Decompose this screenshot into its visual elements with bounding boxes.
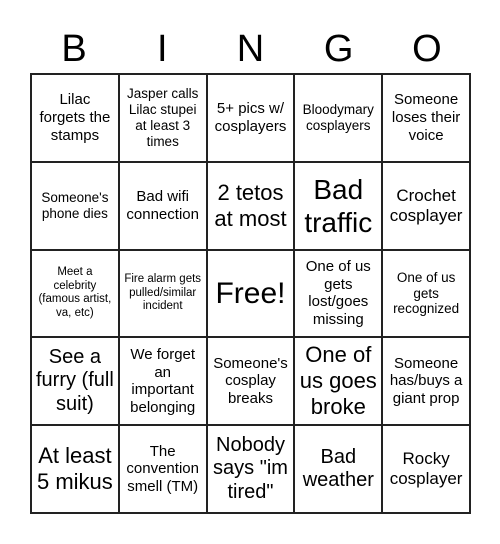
bingo-cell[interactable]: [207, 74, 295, 162]
cell-text: At least 5 mikus: [37, 443, 113, 495]
bingo-cell[interactable]: [382, 162, 470, 250]
bingo-cell[interactable]: [119, 425, 207, 513]
bingo-cell[interactable]: [119, 74, 207, 162]
bingo-cell[interactable]: [31, 162, 119, 250]
cell-text: See a furry (full suit): [36, 345, 114, 416]
bingo-cell[interactable]: [31, 425, 119, 513]
bingo-cell[interactable]: [31, 74, 119, 162]
cell-text: Crochet cosplayer: [389, 185, 463, 225]
bingo-card-grid: [30, 73, 471, 514]
header-letter-n: N: [236, 28, 265, 70]
cell-text: Nobody says "im tired": [213, 433, 288, 503]
bingo-cell[interactable]: [382, 250, 470, 338]
cell-text: Free!: [215, 276, 286, 310]
cell-text: 5+ pics w/ cosplayers: [214, 100, 287, 135]
cell-text: Someone has/buys a giant prop: [389, 354, 463, 408]
header-letter-i: I: [157, 28, 168, 70]
bingo-cell[interactable]: [294, 250, 382, 338]
cell-text: Someone loses their voice: [391, 91, 461, 144]
cell-text: Bad weather: [302, 445, 374, 492]
bingo-cell[interactable]: [207, 337, 295, 425]
cell-text: Fire alarm gets pulled/similar incident: [124, 273, 202, 313]
bingo-cell[interactable]: [294, 162, 382, 250]
bingo-cell[interactable]: [382, 425, 470, 513]
cell-text: 2 tetos at most: [214, 179, 287, 231]
header-letter-o: O: [412, 28, 442, 70]
cell-text: Meet a celebrity (famous artist, va, etc): [38, 266, 112, 320]
cell-text: Jasper calls Lilac stupei at least 3 times: [127, 86, 199, 149]
bingo-cell[interactable]: [294, 425, 382, 513]
bingo-cell[interactable]: [382, 337, 470, 425]
cell-text: Someone's phone dies: [41, 189, 109, 221]
cell-text: One of us gets lost/goes missing: [305, 258, 371, 329]
cell-text: Bloodymary cosplayers: [302, 101, 374, 133]
bingo-free-cell[interactable]: [207, 250, 295, 338]
cell-text: The convention smell (TM): [126, 442, 199, 495]
bingo-cell[interactable]: [119, 162, 207, 250]
cell-text: One of us gets recognized: [393, 269, 460, 317]
header-letter-b: B: [61, 28, 87, 70]
cell-text: Someone's cosplay breaks: [213, 354, 288, 408]
cell-text: Rocky cosplayer: [389, 449, 463, 489]
bingo-cell[interactable]: [294, 74, 382, 162]
cell-text: Bad wifi connection: [126, 188, 199, 223]
cell-text: One of us goes broke: [299, 342, 377, 420]
cell-text: Bad traffic: [304, 173, 373, 238]
bingo-cell[interactable]: [207, 425, 295, 513]
bingo-cell[interactable]: [207, 162, 295, 250]
bingo-header: [30, 26, 471, 72]
bingo-cell[interactable]: [382, 74, 470, 162]
bingo-cell[interactable]: [31, 337, 119, 425]
bingo-cell[interactable]: [119, 337, 207, 425]
bingo-cell[interactable]: [119, 250, 207, 338]
header-letter-g: G: [323, 28, 354, 70]
bingo-cell[interactable]: [31, 250, 119, 338]
cell-text: We forget an important belonging: [130, 345, 196, 416]
bingo-cell[interactable]: [294, 337, 382, 425]
cell-text: Lilac forgets the stamps: [39, 91, 111, 144]
